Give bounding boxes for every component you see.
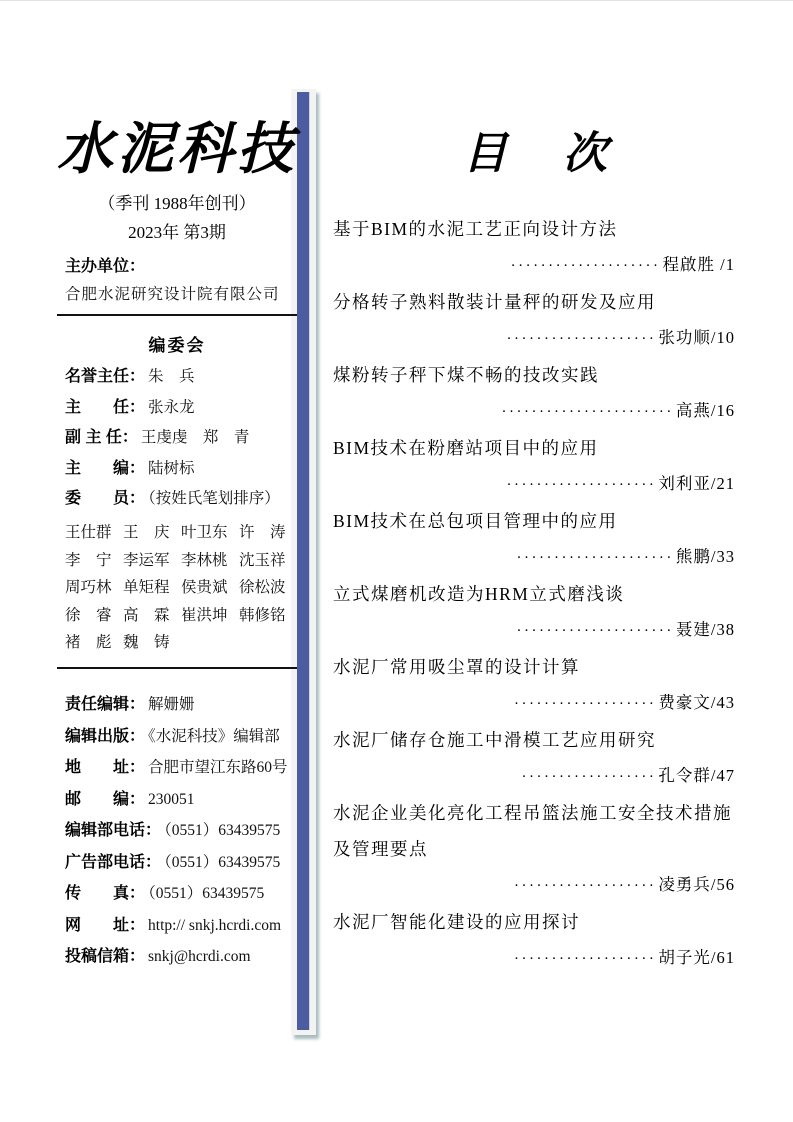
toc-entry-author-page: 张功顺/10 xyxy=(658,328,735,347)
pub-row-label: 传 真： xyxy=(65,885,146,902)
toc-entry-author-page: 熊鹏/33 xyxy=(675,547,735,566)
board-row-label: 主 编： xyxy=(65,459,146,477)
toc-entry-leader xyxy=(333,466,743,503)
toc-entry-leader xyxy=(333,867,743,904)
dot-leader: ···················· xyxy=(506,477,657,493)
toc-entry-author-page: 程啟胜 /1 xyxy=(662,255,735,274)
member-name: 崔洪坤 xyxy=(181,606,228,624)
member-name: 单矩程 xyxy=(123,579,170,596)
member-name: 叶卫东 xyxy=(181,524,228,541)
member-name: 韩修铭 xyxy=(239,606,286,624)
pub-row-value: （0551）63439575 xyxy=(148,885,265,902)
toc-entry-title: BIM技术在粉磨站项目中的应用 xyxy=(333,438,599,458)
member-name: 侯贵斌 xyxy=(181,579,228,596)
toc-entry-title: 水泥厂储存仓施工中滑模工艺应用研究 xyxy=(333,730,656,750)
pub-row-ad-phone xyxy=(65,847,305,879)
website-url: http:// snkj.hcrdi.com xyxy=(148,916,282,934)
toc-entry-title-line2: 及管理要点 xyxy=(333,839,428,859)
dot-leader: ····················· xyxy=(516,550,674,566)
dot-leader: ·················· xyxy=(521,769,657,785)
member-name: 高 霖 xyxy=(123,606,170,624)
toc-entry-2 xyxy=(333,284,743,357)
pub-row-address xyxy=(65,752,305,784)
board-row-label: 名誉主任： xyxy=(65,368,146,385)
dot-leader: ··················· xyxy=(513,696,657,712)
toc-heading: 目 次 xyxy=(463,128,613,179)
horizontal-rule-top xyxy=(57,314,297,316)
toc-entry-leader xyxy=(333,940,743,977)
member-name: 李运军 xyxy=(123,551,170,569)
member-name: 王 庆 xyxy=(123,524,170,541)
board-row-label: 主 任： xyxy=(65,398,146,416)
dot-leader: ··················· xyxy=(513,878,657,894)
editorial-board-heading: 编委会 xyxy=(148,336,206,355)
board-row-label: 副 主 任： xyxy=(65,429,138,446)
pub-row-fax xyxy=(65,878,305,910)
member-name: 徐 睿 xyxy=(65,606,112,624)
pub-row-editorial-phone xyxy=(65,815,305,847)
pub-row-website xyxy=(65,910,305,942)
pub-row-label: 广告部电话： xyxy=(65,853,162,871)
organizer-label: 主办单位： xyxy=(65,258,146,275)
toc-entry-9 xyxy=(333,795,743,904)
toc-entry-leader xyxy=(333,247,743,284)
pub-row-label: 编辑部电话： xyxy=(65,822,162,839)
pub-row-value: 解姗姗 xyxy=(148,696,195,713)
toc-entry-3 xyxy=(333,357,743,430)
pub-row-label: 责任编辑： xyxy=(65,696,146,713)
board-row-value: 王虔虔 郑 青 xyxy=(140,429,250,446)
toc-entry-leader xyxy=(333,685,743,722)
member-name: 沈玉祥 xyxy=(239,551,286,569)
board-row-chief-editor xyxy=(65,454,297,485)
toc-entry-10 xyxy=(333,904,743,977)
toc-entry-title: BIM技术在总包项目管理中的应用 xyxy=(333,511,618,531)
toc-entry-4 xyxy=(333,430,743,503)
member-name: 王仕群 xyxy=(65,524,112,541)
dot-leader: ······················· xyxy=(501,404,674,420)
toc-entry-title: 立式煤磨机改造为HRM立式磨浅谈 xyxy=(333,584,625,604)
toc-entry-author-page: 聂建/38 xyxy=(675,620,735,639)
toc-entry-leader xyxy=(333,612,743,649)
toc-list xyxy=(333,211,743,977)
toc-entry-6 xyxy=(333,576,743,649)
member-name: 许 涛 xyxy=(239,524,286,541)
toc-entry-leader xyxy=(333,758,743,795)
member-name xyxy=(181,629,239,657)
publication-info xyxy=(65,689,305,973)
toc-entry-title: 水泥厂智能化建设的应用探讨 xyxy=(333,912,580,932)
board-row-label: 委 员： xyxy=(65,490,146,507)
toc-entry-author-page: 高燕/16 xyxy=(675,401,735,420)
member-name: 徐松波 xyxy=(239,579,286,596)
dot-leader: ····················· xyxy=(516,623,674,639)
pub-row-postcode xyxy=(65,784,305,816)
editorial-board-rows xyxy=(65,362,297,515)
pub-row-publisher xyxy=(65,721,305,753)
journal-title: 水泥科技 xyxy=(57,116,297,182)
member-name: 李林桃 xyxy=(181,551,228,569)
toc-entry-8 xyxy=(333,722,743,795)
pub-row-submission-email xyxy=(65,941,305,973)
toc-entry-title: 分格转子熟料散装计量秤的研发及应用 xyxy=(333,292,656,312)
pub-row-responsible-editor xyxy=(65,689,305,721)
dot-leader: ···················· xyxy=(510,258,661,274)
toc-entry-title: 水泥厂常用吸尘罩的设计计算 xyxy=(333,657,580,677)
member-name: 魏 铸 xyxy=(123,634,170,651)
toc-entry-author-page: 刘利亚/21 xyxy=(658,474,735,493)
pub-row-value: （0551）63439575 xyxy=(164,853,281,871)
dot-leader: ··················· xyxy=(513,951,657,967)
pub-row-label: 编辑出版： xyxy=(65,727,146,745)
pub-row-value: （0551）63439575 xyxy=(164,822,281,839)
committee-members-grid xyxy=(65,519,297,657)
journal-subtitle: （季刊 1988年创刊） xyxy=(98,194,256,213)
member-name: 李 宁 xyxy=(65,551,112,569)
board-row-honorary-director xyxy=(65,362,297,393)
toc-entry-1 xyxy=(333,211,743,284)
horizontal-rule-bottom xyxy=(57,667,297,669)
pub-row-label: 邮 编： xyxy=(65,790,146,808)
toc-entry-title: 煤粉转子秤下煤不畅的技改实践 xyxy=(333,365,599,385)
board-row-value: 朱 兵 xyxy=(148,368,195,385)
board-row-members xyxy=(65,484,297,515)
pub-row-label: 地 址： xyxy=(65,759,146,776)
toc-entry-author-page: 费豪文/43 xyxy=(658,693,735,712)
toc-entry-author-page: 孔令群/47 xyxy=(658,766,735,785)
board-row-value: 张永龙 xyxy=(148,398,195,416)
pub-row-label: 网 址： xyxy=(65,916,146,934)
toc-entry-leader xyxy=(333,539,743,576)
toc-entry-title: 基于BIM的水泥工艺正向设计方法 xyxy=(333,219,618,239)
toc-entry-5 xyxy=(333,503,743,576)
pub-row-value: 230051 xyxy=(148,790,195,808)
journal-issue: 2023年 第3期 xyxy=(128,223,226,242)
board-row-value: 陆树标 xyxy=(148,459,195,477)
pub-row-value: 《水泥科技》编辑部 xyxy=(148,727,280,745)
member-name: 褚 彪 xyxy=(65,634,112,651)
toc-entry-7 xyxy=(333,649,743,722)
organizer-name: 合肥水泥研究设计院有限公司 xyxy=(65,286,280,303)
board-row-director xyxy=(65,393,297,424)
toc-entry-leader xyxy=(333,320,743,357)
toc-entry-author-page: 胡子光/61 xyxy=(658,948,735,967)
pub-row-label: 投稿信箱： xyxy=(65,948,146,965)
toc-entry-title: 水泥企业美化亮化工程吊篮法施工安全技术措施 xyxy=(333,803,732,823)
toc-entry-author-page: 凌勇兵/56 xyxy=(658,875,735,894)
dot-leader: ···················· xyxy=(506,331,657,347)
member-name xyxy=(239,629,297,657)
toc-entry-leader xyxy=(333,393,743,430)
board-row-value: （按姓氏笔划排序） xyxy=(148,490,280,507)
board-row-deputy-director xyxy=(65,423,297,454)
pub-row-value: 合肥市望江东路60号 xyxy=(148,759,288,776)
member-name: 周巧林 xyxy=(65,579,112,596)
submission-email: snkj@hcrdi.com xyxy=(148,948,251,965)
